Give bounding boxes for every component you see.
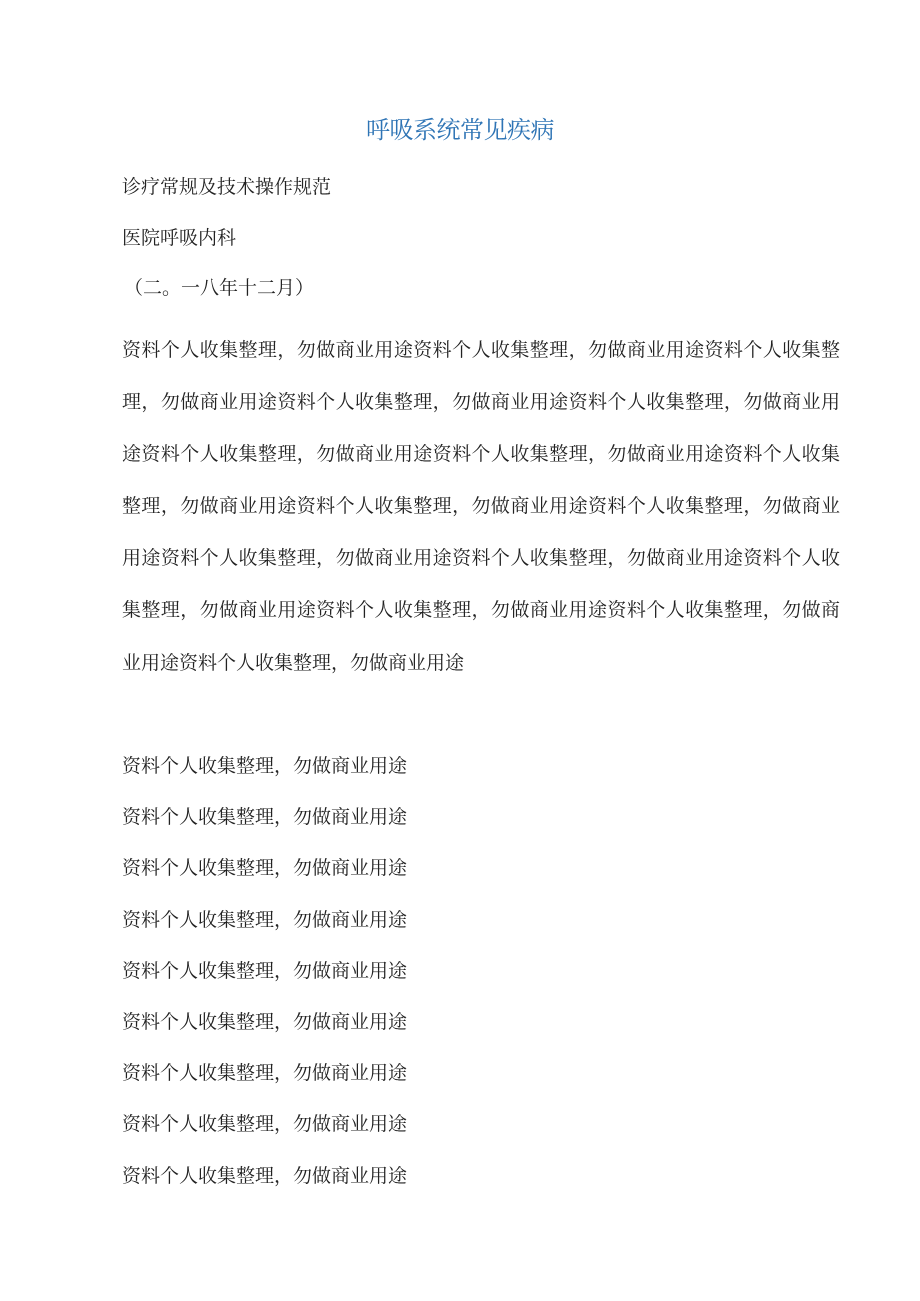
list-item: 资料个人收集整理，勿做商业用途 xyxy=(122,1062,408,1085)
repeated-lines-list xyxy=(122,741,407,1202)
list-item: 资料个人收集整理，勿做商业用途 xyxy=(122,1164,408,1187)
list-item: 资料个人收集整理，勿做商业用途 xyxy=(122,806,408,829)
date-line: （二。一八年十二月） xyxy=(124,277,315,299)
list-item: 资料个人收集整理，勿做商业用途 xyxy=(122,1011,408,1034)
document-title: 呼吸系统常见疾病 xyxy=(366,116,554,144)
body-paragraph: 资料个人收集整理，勿做商业用途资料个人收集整理，勿做商业用途资料个人收集整理，勿做商业用途资料个人收集整理，勿做商业用途资料个人收集整理，勿做商业用途资料个人收集整理，勿做商业用途资料个人收集整理，勿做商业用途资料个人收集整理，勿做商业用途资料个人收集整理，勿做商业用途资料个人收集整理，勿做商业用途资料个人收集整理，勿做商业用途资料个人收集整理，勿做商业用途资料个人收集整理，勿做商业用途资料个人收集整理，勿做商业用途资料个人收集整理，勿做商业用途资料个人收集整理，勿做商业用途 xyxy=(122,339,840,674)
list-item: 资料个人收集整理，勿做商业用途 xyxy=(122,908,408,931)
list-item: 资料个人收集整理，勿做商业用途 xyxy=(122,959,408,982)
department-line: 医院呼吸内科 xyxy=(122,227,237,249)
list-item: 资料个人收集整理，勿做商业用途 xyxy=(122,755,408,777)
list-item: 资料个人收集整理，勿做商业用途 xyxy=(122,1113,408,1136)
document-subtitle: 诊疗常规及技术操作规范 xyxy=(122,176,332,198)
list-item: 资料个人收集整理，勿做商业用途 xyxy=(122,857,408,880)
